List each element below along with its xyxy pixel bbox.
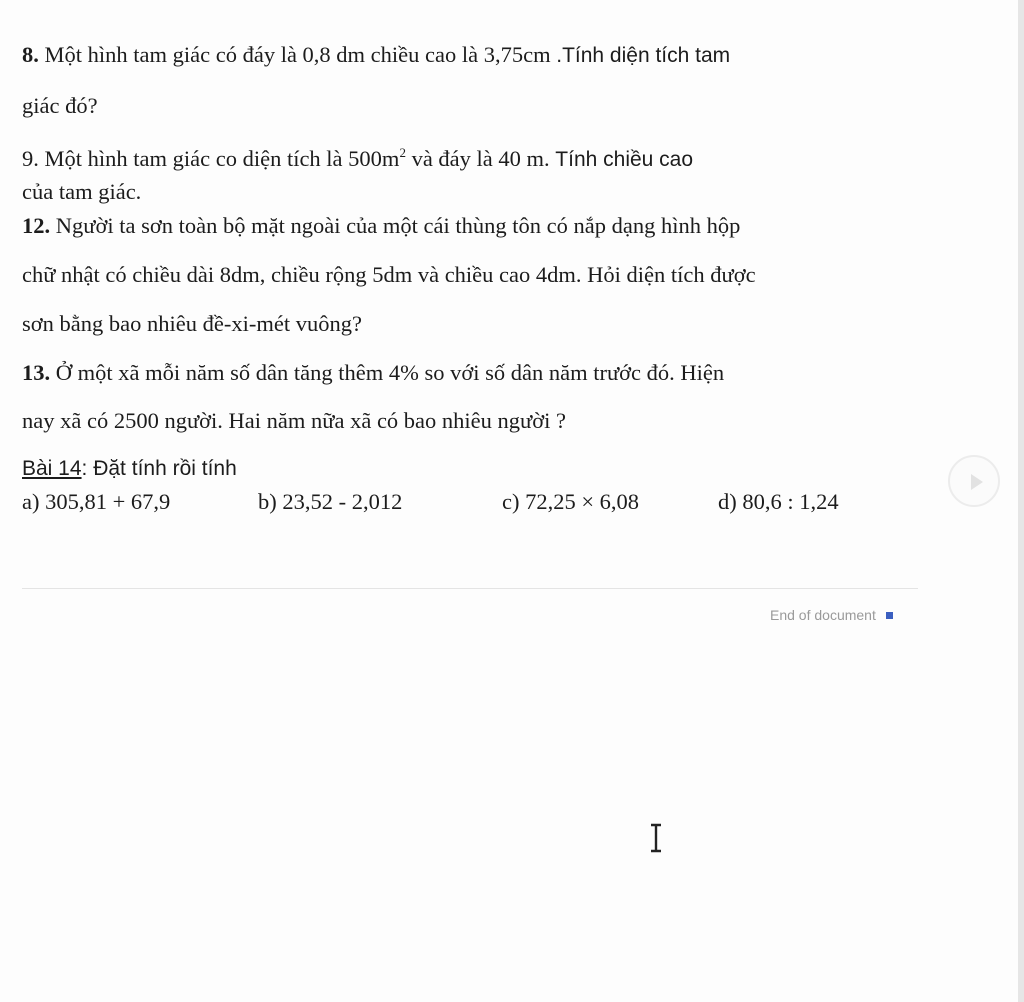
page-edge [1018,0,1024,1002]
calc-item-c: c) 72,25 × 6,08 [502,489,640,514]
play-button[interactable] [948,455,1000,507]
end-divider [22,588,918,589]
q13-line-2: nay xã có 2500 người. Hai năm nữa xã có bao nhiêu người ? [22,408,566,433]
q9-line-1: 9. Một hình tam giác co diện tích là $500m^2$ và đáy là 40 m. Tính chiều cao [22,145,694,171]
play-icon [971,474,983,490]
q9-line-2: của tam giác. [22,179,142,204]
q12-line-3: sơn bằng bao nhiêu đề-xi-mét vuông? [22,311,362,336]
end-marker-icon [886,612,893,619]
q13-line-1: 13. Ở một xã mỗi năm số dân tăng thêm 4% so với số dân năm trước đó. Hiện [22,360,725,385]
calc-item-b: b) 23,52 - 2,012 [258,489,403,514]
text-cursor-icon [649,823,663,853]
bai14-heading: Bài 14: Đặt tính rồi tính [22,457,237,480]
end-of-document: End of document [770,607,893,623]
q12-line-2: chữ nhật có chiều dài 8dm, chiều rộng 5dm và chiều cao 4dm. Hỏi diện tích được [22,262,756,287]
q8-line-1: 8. Một hình tam giác có đáy là 0,8 dm chiều cao là 3,75cm .Tính diện tích tam [22,42,731,67]
q8-line-2: giác đó? [22,93,98,118]
calc-item-d: d) 80,6 : 1,24 [718,489,839,514]
calc-item-a: a) 305,81 + 67,9 [22,489,171,514]
q12-line-1: 12. Người ta sơn toàn bộ mặt ngoài của một cái thùng tôn có nắp dạng hình hộp [22,213,741,238]
